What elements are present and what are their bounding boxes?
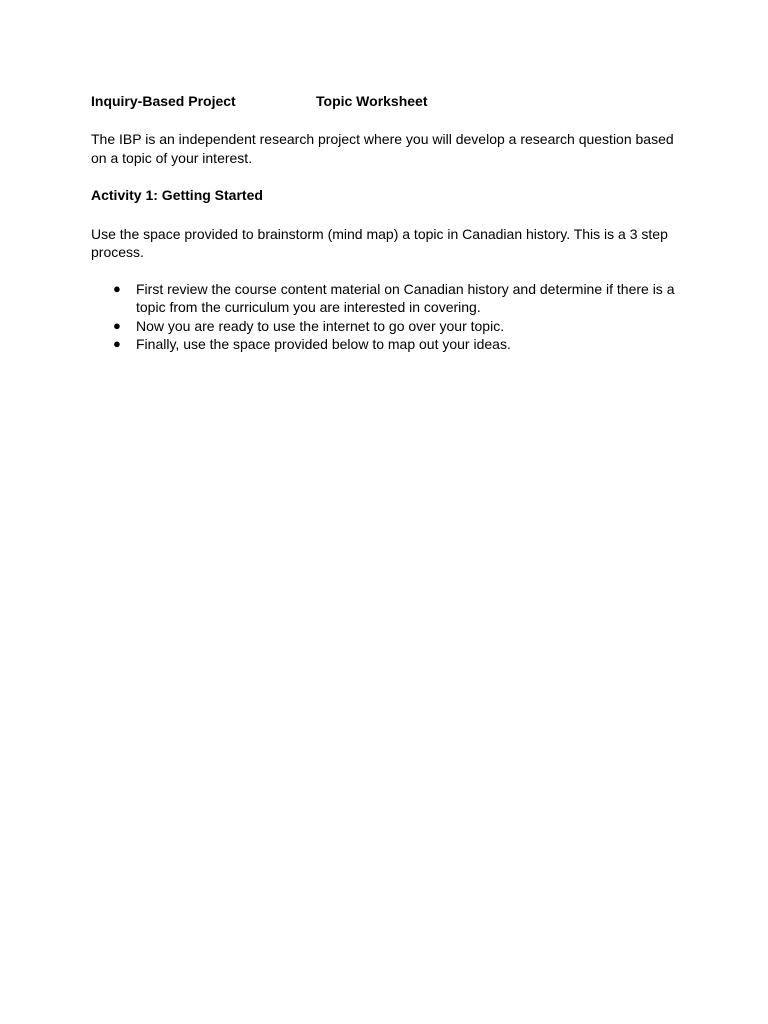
document-content bbox=[91, 92, 681, 354]
bullet-icon: ● bbox=[113, 317, 121, 333]
bullet-icon: ● bbox=[113, 336, 121, 351]
steps-list bbox=[91, 280, 681, 354]
activity-heading: Activity 1: Getting Started bbox=[91, 187, 263, 203]
worksheet-title: Topic Worksheet bbox=[316, 93, 428, 109]
bullet-icon: ● bbox=[113, 280, 121, 296]
list-item-text: First review the course content material on Canadian history and determine if there is a topic from the curriculum you are interested in covering. bbox=[136, 280, 675, 315]
list-item-text: Finally, use the space provided below to map out your ideas. bbox=[136, 336, 511, 352]
list-item bbox=[91, 280, 681, 317]
project-title: Inquiry-Based Project bbox=[91, 93, 236, 109]
instructions-paragraph: Use the space provided to brainstorm (mind map) a topic in Canadian history. This is a 3 step process. bbox=[91, 225, 668, 260]
document-header bbox=[91, 92, 681, 110]
list-item bbox=[91, 317, 681, 336]
intro-paragraph: The IBP is an independent research project where you will develop a research question based on a topic of your interest. bbox=[91, 131, 674, 166]
list-item bbox=[91, 335, 681, 354]
list-item-text: Now you are ready to use the internet to go over your topic. bbox=[136, 317, 505, 334]
